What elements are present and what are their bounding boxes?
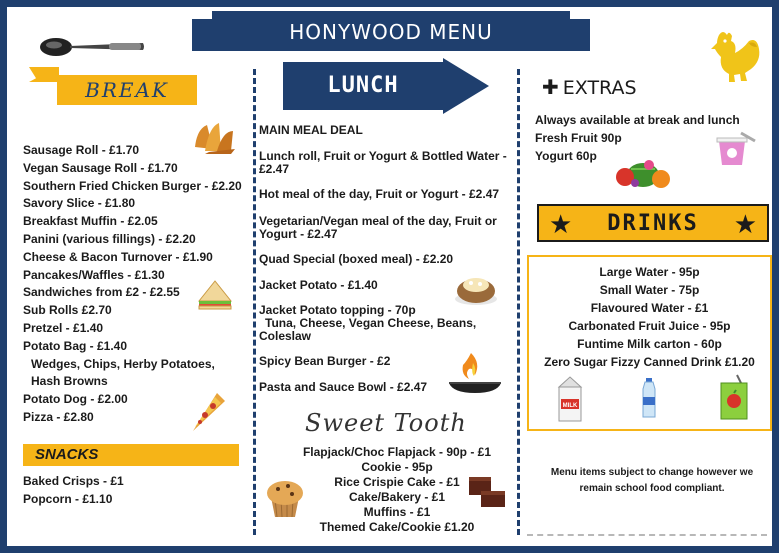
extras-item: Yogurt 60p xyxy=(535,149,597,163)
notice-line: Menu items subject to change however we xyxy=(550,467,754,478)
milk-carton-icon xyxy=(555,375,585,423)
list-item: Breakfast Muffin - £2.05 xyxy=(23,214,158,229)
list-item: Popcorn - £1.10 xyxy=(23,491,113,506)
list-item: Cookie - 95p xyxy=(361,460,433,474)
extras-availability-text: Always available at break and lunch xyxy=(535,113,740,127)
divider-left xyxy=(253,69,256,535)
jacket-potato-icon xyxy=(453,267,499,307)
list-item: Panini (various fillings) - £2.20 xyxy=(23,231,196,246)
break-heading: BREAK xyxy=(57,75,197,105)
list-item: Cake/Bakery - £1 xyxy=(348,490,446,504)
lunch-item: Pasta and Sauce Bowl - £2.47 xyxy=(259,380,428,394)
list-item: Vegan Sausage Roll - £1.70 xyxy=(23,160,178,175)
lunch-item: Lunch roll, Fruit or Yogurt & Bottled Water - £2.47 xyxy=(259,149,507,176)
list-item: Zero Sugar Fizzy Canned Drink £1.20 xyxy=(544,355,755,369)
page-title: HONYWOOD MENU xyxy=(212,11,570,51)
list-item: Cheese & Bacon Turnover - £1.90 xyxy=(23,249,213,264)
list-item: Flapjack/Choc Flapjack - 90p - £1 xyxy=(302,445,492,459)
star-icon: ★ xyxy=(549,209,573,239)
milk-carton-label: MILK xyxy=(562,403,578,409)
lunch-item: Vegetarian/Vegan meal of the day, Fruit or Yogurt - £2.47 xyxy=(259,214,497,241)
list-item: Large Water - 95p xyxy=(599,265,700,279)
star-icon: ★ xyxy=(733,209,757,239)
list-item: Rice Crispie Cake - £1 xyxy=(334,475,460,489)
muffin-icon xyxy=(265,477,305,519)
snacks-list xyxy=(23,473,124,509)
rooster-icon xyxy=(709,27,763,85)
list-item: Hash Browns xyxy=(31,374,108,389)
list-item: Baked Crisps - £1 xyxy=(23,474,124,488)
yogurt-icon xyxy=(715,129,757,167)
list-item: Flavoured Water - £1 xyxy=(590,301,709,315)
lunch-item: Quad Special (boxed meal) - £2.20 xyxy=(259,252,454,266)
notice-line: remain school food compliant. xyxy=(579,483,725,494)
lunch-item: Jacket Potato topping - 70p xyxy=(259,303,416,317)
drinks-heading: DRINKS xyxy=(607,211,699,236)
list-item: Potato Dog - £2.00 xyxy=(23,392,128,407)
main-meal-deal-label: MAIN MEAL DEAL xyxy=(259,123,363,137)
flame-dish-icon xyxy=(447,349,503,397)
lunch-item: Spicy Bean Burger - £2 xyxy=(259,354,391,368)
lunch-topping-detail: Tuna, Cheese, Vegan Cheese, Beans, xyxy=(265,316,477,330)
potato-wedges-icon xyxy=(191,119,237,155)
lunch-heading: LUNCH xyxy=(283,62,443,110)
list-item: Wedges, Chips, Herby Potatoes, xyxy=(31,356,215,371)
list-item: Savory Slice - £1.80 xyxy=(23,196,136,211)
list-item: Pancakes/Waffles - £1.30 xyxy=(23,267,165,282)
list-item: Southern Fried Chicken Burger - £2.20 xyxy=(23,178,242,193)
list-item: Sub Rolls £2.70 xyxy=(23,303,112,318)
drinks-panel xyxy=(527,255,772,431)
extras-item: Fresh Fruit 90p xyxy=(535,131,622,145)
brownie-icon xyxy=(467,473,509,511)
list-item: Potato Bag - £1.40 xyxy=(23,338,128,353)
spoon-icon xyxy=(39,35,145,59)
list-item: Sandwiches from £2 - £2.55 xyxy=(23,285,180,300)
list-item: Carbonated Fruit Juice - 95p xyxy=(568,319,731,333)
list-item: Sausage Roll - £1.70 xyxy=(23,143,140,157)
list-item: Pizza - £2.80 xyxy=(23,409,94,424)
list-item: Funtime Milk carton - 60p xyxy=(577,337,722,351)
sandwich-icon xyxy=(197,277,233,311)
snacks-heading: SNACKS xyxy=(23,444,239,466)
list-item: Pretzel - £1.40 xyxy=(23,320,104,335)
menu-change-notice xyxy=(534,465,770,497)
drinks-heading-box xyxy=(537,204,769,242)
water-bottle-icon xyxy=(639,377,659,419)
lunch-topping-detail: Coleslaw xyxy=(259,329,312,343)
lunch-item: Hot meal of the day, Fruit or Yogurt - £2.47 xyxy=(259,187,500,201)
list-item: Themed Cake/Cookie £1.20 xyxy=(319,520,475,534)
fresh-fruit-icon xyxy=(613,155,675,189)
pizza-slice-icon xyxy=(187,391,227,433)
list-item: Small Water - 75p xyxy=(599,283,700,297)
sweet-tooth-heading: Sweet Tooth xyxy=(305,409,467,437)
extras-heading xyxy=(542,75,637,99)
extras-heading-label: EXTRAS xyxy=(562,77,637,99)
divider-bottom-right xyxy=(527,534,767,536)
plus-icon: ✚ xyxy=(542,75,559,99)
lunch-item: Jacket Potato - £1.40 xyxy=(259,278,378,292)
juice-box-icon xyxy=(717,373,751,421)
list-item: Muffins - £1 xyxy=(363,505,431,519)
drinks-list xyxy=(529,263,770,371)
